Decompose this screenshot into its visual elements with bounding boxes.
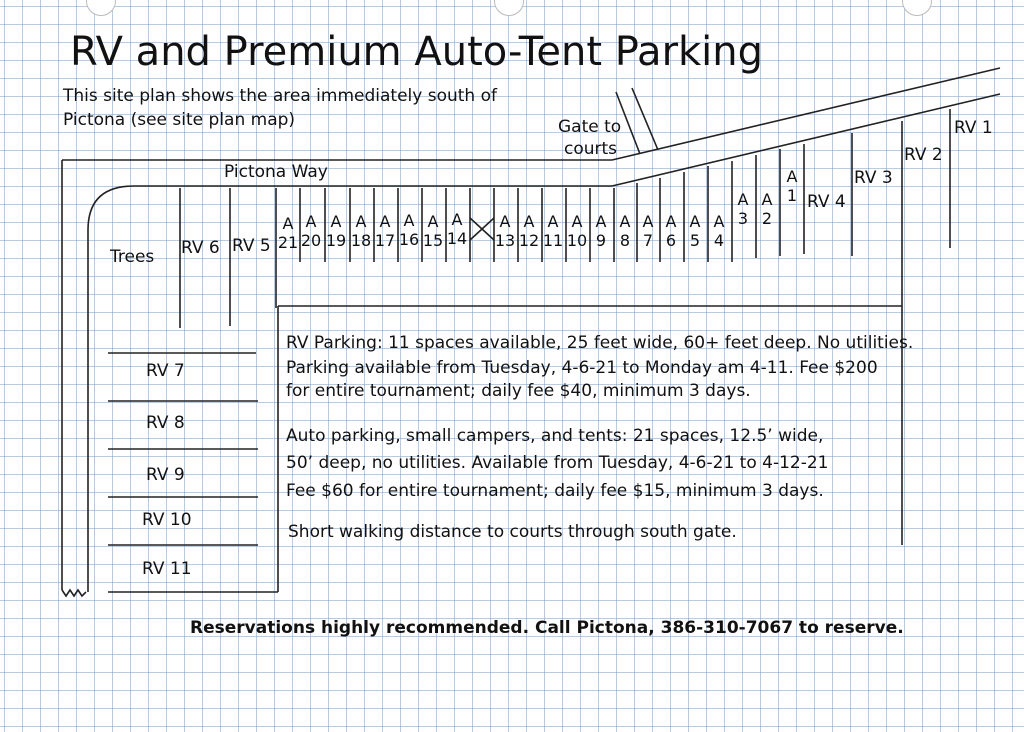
intro-text: This site plan shows the area immediately south of	[63, 86, 497, 106]
left-edge-squiggle	[62, 590, 86, 596]
page-title: RV and Premium Auto-Tent Parking	[70, 29, 764, 75]
auto-space-17: A 17	[374, 212, 396, 250]
auto-space-8: A 8	[619, 212, 631, 250]
rv-info-text: for entire tournament; daily fee $40, minimum 3 days.	[286, 381, 751, 401]
auto-space-1: A 1	[786, 167, 798, 205]
auto-space-18: A 18	[350, 212, 372, 250]
auto-space-12: A 12	[518, 212, 540, 250]
walking-info-text: Short walking distance to courts through south gate.	[288, 522, 737, 542]
auto-space-10: A 10	[566, 212, 588, 250]
rv-space-3: RV 3	[854, 168, 893, 188]
auto-space-11: A 11	[542, 212, 564, 250]
rv-info-text: Parking available from Tuesday, 4-6-21 to Monday am 4-11. Fee $200	[286, 358, 878, 378]
auto-space-19: A 19	[325, 212, 347, 250]
auto-space-3: A 3	[737, 190, 749, 228]
auto-space-21: A 21	[277, 214, 299, 252]
auto-space-13: A 13	[494, 212, 516, 250]
intro-text: Pictona (see site plan map)	[63, 110, 296, 130]
rv-space-4: RV 4	[807, 192, 846, 212]
auto-space-14: A 14	[446, 210, 468, 248]
rv-space-10: RV 10	[142, 510, 192, 530]
auto-info-text: 50’ deep, no utilities. Available from Tuesday, 4-6-21 to 4-12-21	[286, 453, 829, 473]
gate-label: Gate to	[558, 117, 622, 137]
rv-space-6: RV 6	[181, 238, 220, 258]
rv-space-2: RV 2	[904, 145, 943, 165]
rv-space-8: RV 8	[146, 413, 185, 433]
rv-space-1: RV 1	[954, 118, 993, 138]
gate-label: courts	[564, 139, 618, 159]
trees-label: Trees	[110, 247, 155, 267]
rv-space-7: RV 7	[146, 361, 185, 381]
auto-space-2: A 2	[761, 190, 773, 228]
gate-line	[632, 88, 658, 150]
auto-space-9: A 9	[595, 212, 607, 250]
rv-space-5: RV 5	[232, 236, 271, 256]
rv-info-text: RV Parking: 11 spaces available, 25 feet wide, 60+ feet deep. No utilities.	[286, 333, 914, 353]
auto-space-16: A 16	[398, 211, 420, 249]
rv-space-11: RV 11	[142, 559, 192, 579]
auto-space-20: A 20	[300, 212, 322, 250]
road-label: Pictona Way	[224, 162, 328, 182]
auto-info-text: Auto parking, small campers, and tents: 21 spaces, 12.5’ wide,	[286, 426, 824, 446]
auto-space-5: A 5	[689, 212, 701, 250]
rv-space-9: RV 9	[146, 465, 185, 485]
lot-edge-line	[612, 94, 1000, 186]
auto-space-15: A 15	[422, 212, 444, 250]
auto-space-7: A 7	[642, 212, 654, 250]
auto-info-text: Fee $60 for entire tournament; daily fee $15, minimum 3 days.	[286, 481, 824, 501]
reservation-note: Reservations highly recommended. Call Pictona, 386-310-7067 to reserve.	[190, 618, 904, 638]
auto-space-4: A 4	[713, 212, 725, 250]
auto-space-6: A 6	[665, 212, 677, 250]
